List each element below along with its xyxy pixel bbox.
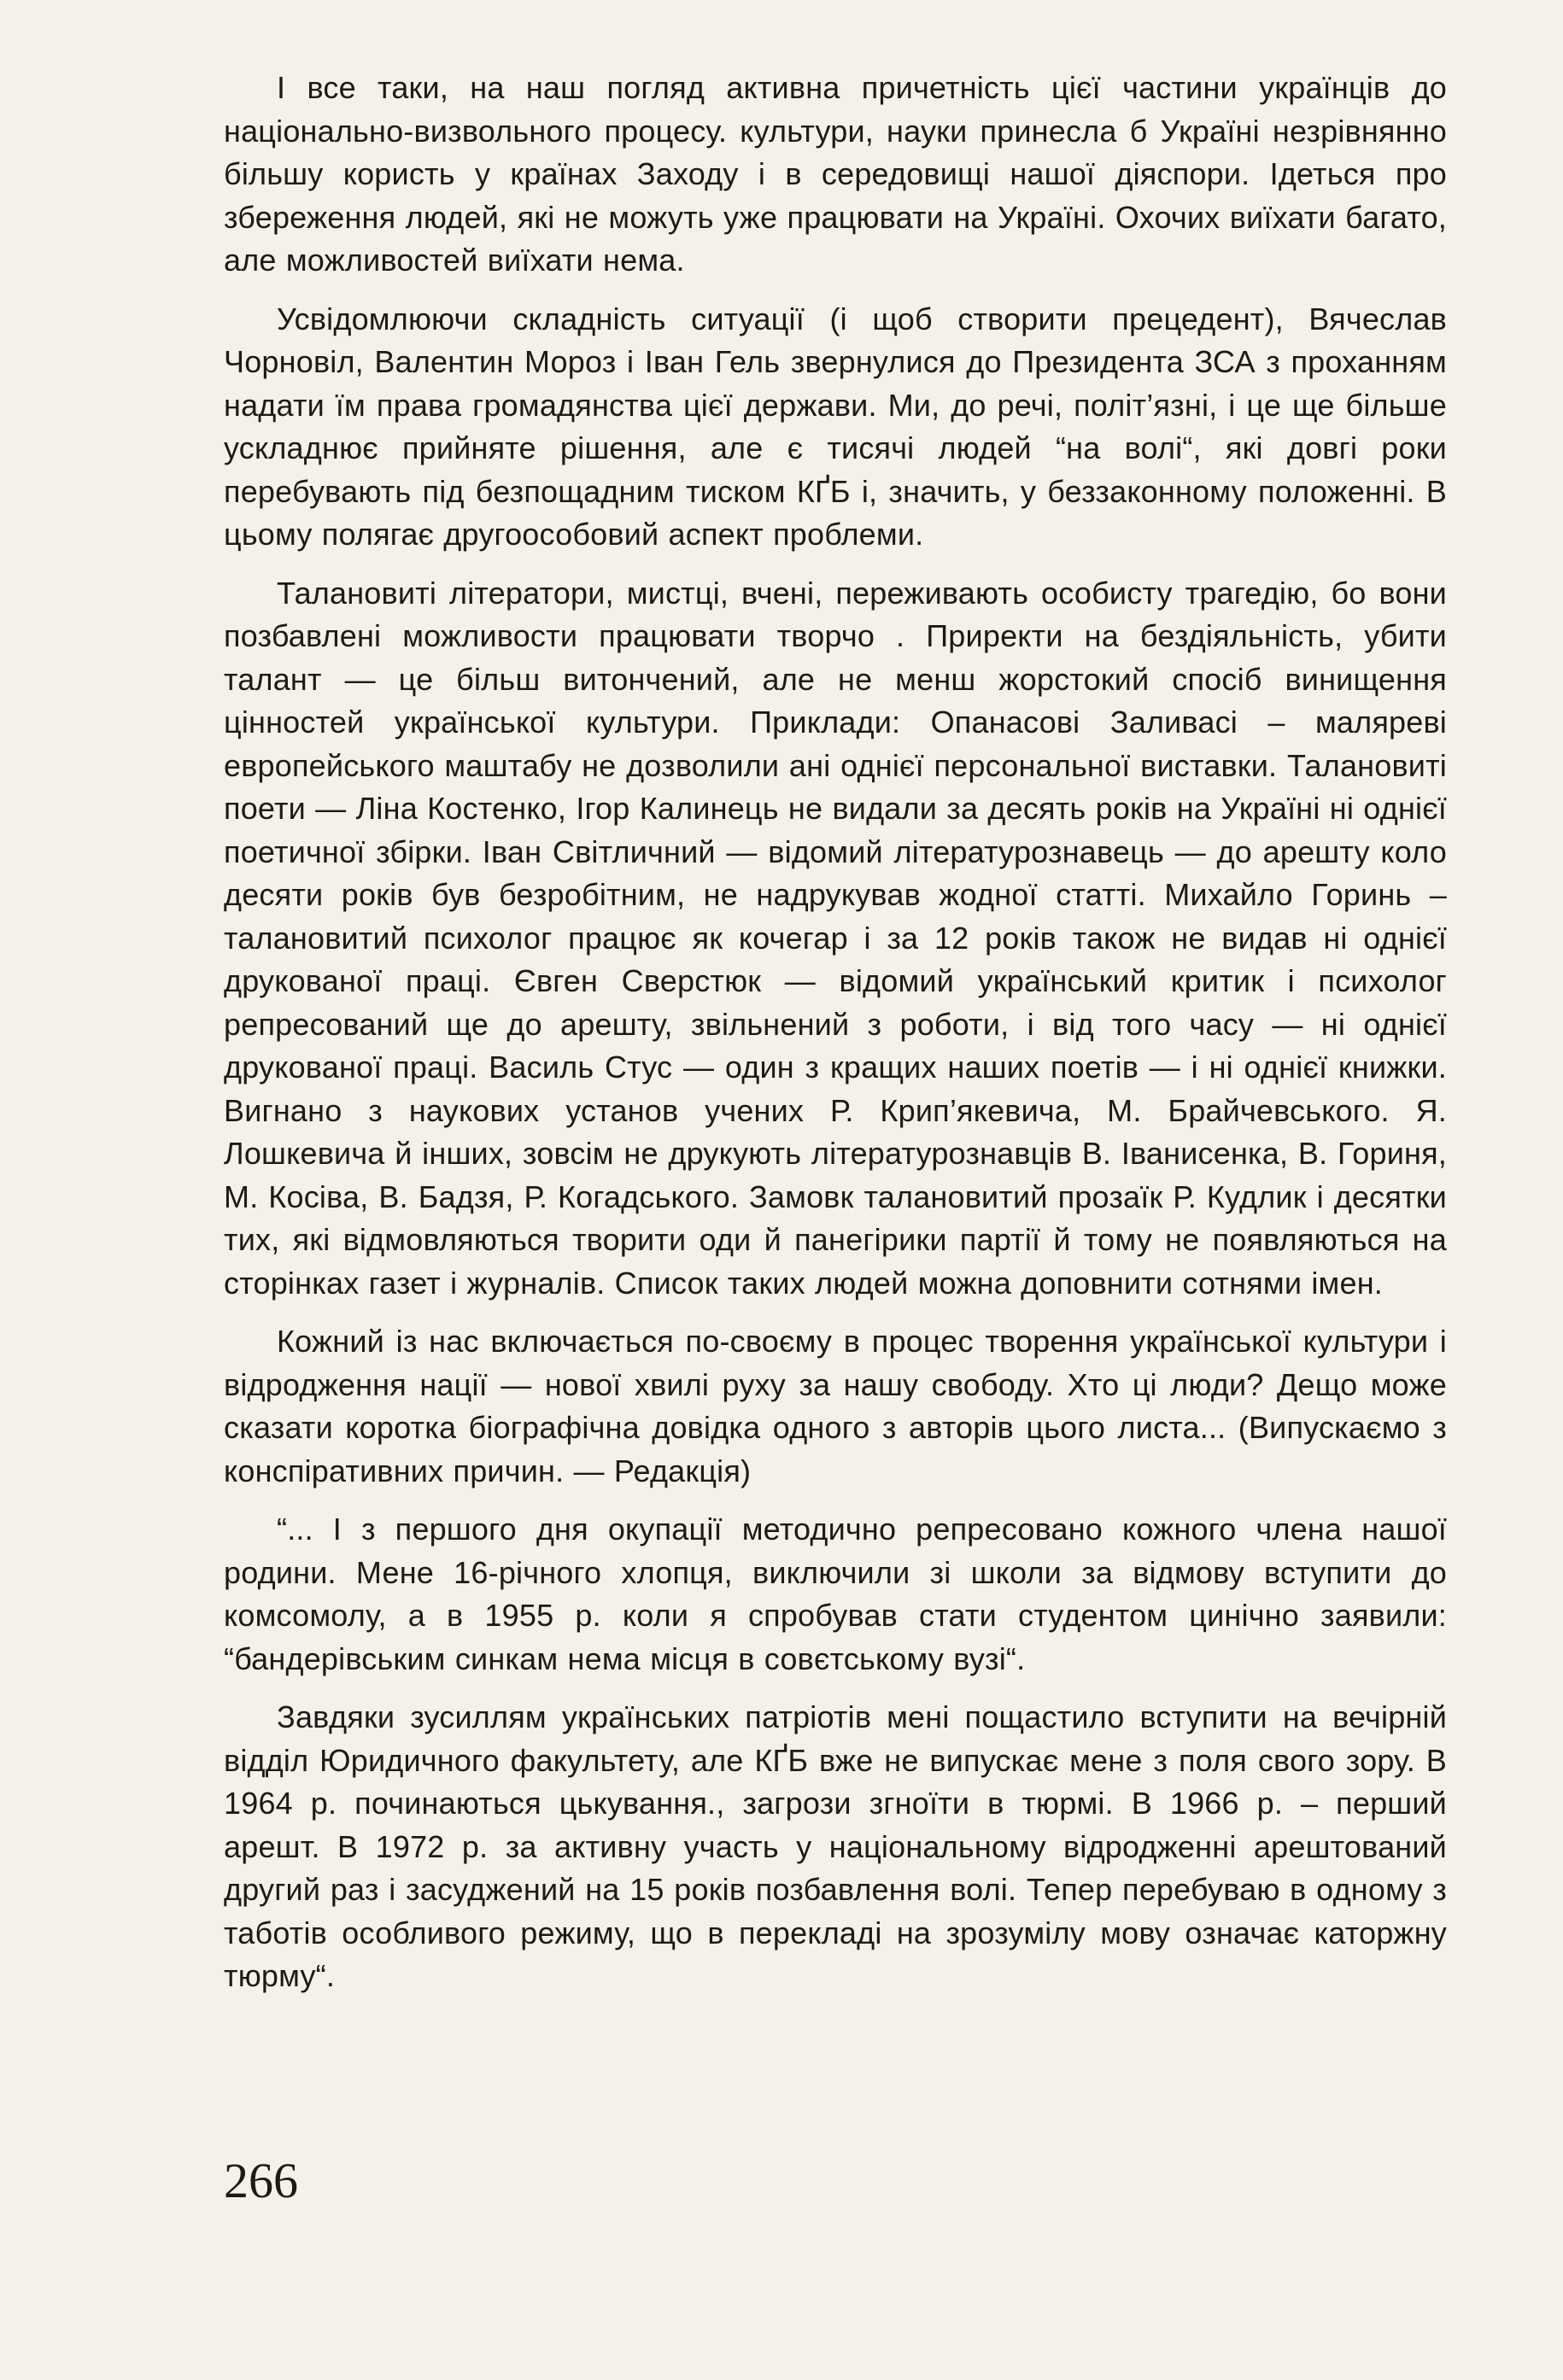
paragraph: І все таки, на наш погляд активна причетність цієї частини українців до національно-визвольного процесу. культури, науки принесла б Україні незрівнянно більшу користь у країнах Заходу і в середовищі нашої діяспори. Ідеться про збереження людей, які не можуть уже працювати на Україні. Охочих виїхати багато, але можливостей виїхати нема.	[224, 70, 1447, 278]
paragraph: Кожний із нас включається по-своєму в процес творення української культури і відродження нації — нової хвилі руху за нашу свободу. Хто ці люди? Дещо може сказати коротка біографічна довідка одного з авторів цього листа... (Випускаємо з конспіративних причин. — Редакція)	[224, 1324, 1447, 1488]
paragraph: “... І з першого дня окупації методично репресовано кожного члена нашої родини. Мене 16-річного хлопця, виключили зі школи за відмову вступити до комсомолу, а в 1955 р. коли я спробував стати студентом цинічно заявили: “бандерівським синкам нема місця в совєтському вузі“.	[224, 1512, 1447, 1676]
paragraph: Усвідомлюючи складність ситуації (і щоб створити прецедент), Вячеслав Чорновіл, Валентин Мороз і Іван Гель звернулися до Президента ЗСА з проханням надати їм права громадянства цієї держави. Ми, до речі, політ’язні, і це ще більше ускладнює прийняте рішення, але є тисячі людей “на волі“, які довгі роки перебувають під безпощадним тиском КҐБ і, значить, у беззаконному положенні. В цьому полягає другоособовий аспект проблеми.	[224, 301, 1447, 552]
paragraph: Завдяки зусиллям українських патріотів мені пощастило вступити на вечірній відділ Юридичного факультету, але КҐБ вже не випускає мене з поля свого зору. В 1964 р. починаються цькування., загрози згноїти в тюрмі. В 1966 р. – перший арешт. В 1972 р. за активну участь у національному відродженні арештований другий раз і засуджений на 15 років позбавлення волі. Тепер перебуваю в одному з таботів особливого режиму, що в перекладі на зрозумілу мову означає каторжну тюрму“.	[224, 1699, 1447, 1993]
body-text	[224, 67, 1447, 2014]
page-number: 266	[224, 2153, 298, 2208]
paragraph: Талановиті літератори, мистці, вчені, переживають особисту трагедію, бо вони позбавлені можливости працювати творчо . Приректи на бездіяльність, убити талант — це більш витончений, але не менш жорстокий спосіб винищення цінностей української культури. Приклади: Опанасові Заливасі – маляреві европейського маштабу не дозволили ані однієї персональної виставки. Талановиті поети — Ліна Костенко, Ігор Калинець не видали за десять років на Україні ні однієї поетичної збірки. Іван Світличний — відомий літературознавець — до арешту коло десяти років був безробітним, не надрукував жодної статті. Михайло Горинь – талановитий психолог працює як кочегар і за 12 років також не видав ні однієї друкованої праці. Євген Сверстюк — відомий український критик і психолог репресований ще до арешту, звільнений з роботи, і від того часу — ні однієї друкованої праці. Василь Стус — один з кращих наших поетів — і ні однієї книжки. Вигнано з наукових установ учених Р. Крип’якевича, М. Брайчевського. Я. Лошкевича й інших, зовсім не друкують літературознавців В. Іванисенка, В. Гориня, М. Косіва, В. Бадзя, Р. Когадського. Замовк талановитий прозаїк Р. Кудлик і десятки тих, які відмовляються творити оди й панегірики партії й тому не появляються на сторінках газет і журналів. Список таких людей можна доповнити сотнями імен.	[224, 575, 1447, 1301]
